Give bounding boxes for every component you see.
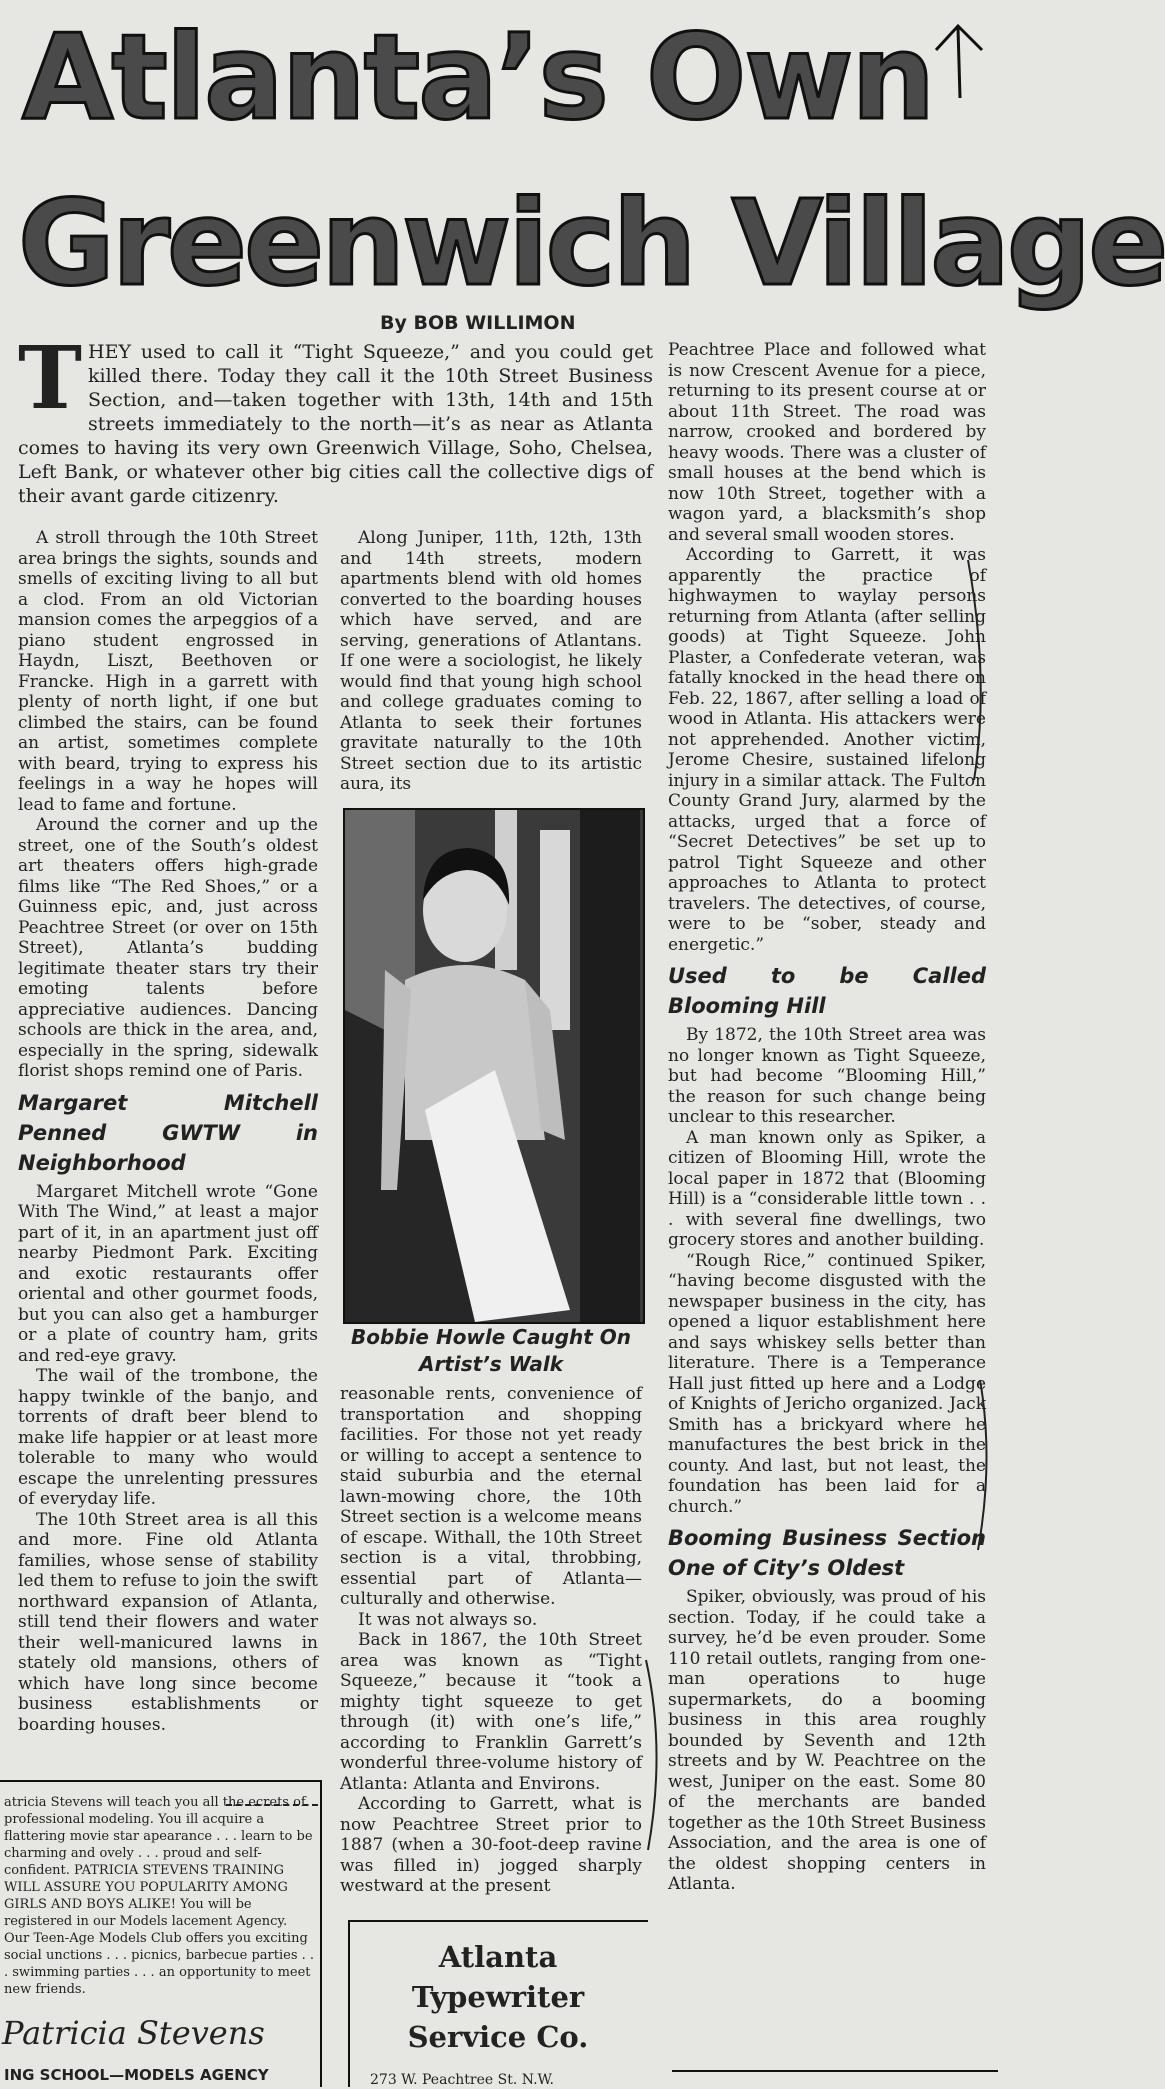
paragraph: Margaret Mitchell wrote “Gone With The Wind,” at least a major part of it, in an apartment just off nearby Piedmont Park. Exciting and exotic restaurants offer oriental and other gourmet foods, but you can also get a hamburger or a plate of country ham, grits and red-eye gravy. bbox=[18, 1181, 318, 1366]
paragraph: According to Garrett, what is now Peachtree Street prior to 1887 (when a 30-foot-deep ravine was filled in) jogged sharply westward at the present bbox=[340, 1794, 642, 1896]
ad-title-line: Atlanta bbox=[438, 1940, 558, 1974]
column-1 bbox=[18, 528, 318, 1735]
paragraph: reasonable rents, convenience of transportation and shopping facilities. For those not yet ready or willing to accept a sentence to staid suburbia and the eternal lawn-mowing chore, the 10th Street section is a welcome means of escape. Withall, the 10th Street section is a vital, throbbing, essential part of Atlanta—culturally and otherwise. bbox=[340, 1384, 642, 1609]
drop-cap: T bbox=[18, 328, 82, 429]
paragraph: Around the corner and up the street, one of the South’s oldest art theaters offers high-grade films like “The Red Shoes,” or a Guinness epic, and, just across Peachtree Street (or over on 15th Street), Atlanta’s budding legitimate theater stars try their emoting talents before appreciative audiences. Dancing schools are thick in the area, and, especially in the spring, sidewalk florist shops remind one of Paris. bbox=[18, 815, 318, 1081]
ad-signature: Patricia Stevens bbox=[2, 2014, 265, 2052]
paragraph: The 10th Street area is all this and more. Fine old Atlanta families, whose sense of stability led them to refuse to join the swift northward expansion of Atlanta, still tend their flowers and water their well-manicured lawns in stately old mansions, others of which have long since become business establishments or boarding houses. bbox=[18, 1509, 318, 1735]
news-photo bbox=[343, 808, 645, 1324]
paragraph: According to Garrett, it was apparently the practice of highwaymen to waylay persons returning from Atlanta (after selling goods) at Tight Squeeze. John Plaster, a Confederate veteran, was fatally knocked in the head there on Feb. 22, 1867, after selling a load of wood in Atlanta. His attackers were not apprehended. Another victim, Jerome Chesire, sustained lifelong injury in a similar attack. The Fulton County Grand Jury, alarmed by the attacks, urged that a force of “Secret Detectives” be set up to patrol Tight Squeeze and other approaches to Atlanta to protect travelers. The detectives, of course, were to be “sober, steady and energetic.” bbox=[668, 545, 986, 955]
headline-line-1: Atlanta’s Own bbox=[22, 8, 934, 146]
column-3 bbox=[668, 340, 986, 1895]
column-2-top bbox=[340, 528, 642, 795]
subheading: Booming Business Section One of City’s Oldest bbox=[668, 1526, 986, 1580]
handwritten-arrow-icon bbox=[928, 20, 988, 100]
paragraph: By 1872, the 10th Street area was no longer known as Tight Squeeze, but had become “Blooming Hill,” the reason for such change being unclear to this researcher. bbox=[668, 1025, 986, 1127]
paragraph: Spiker, obviously, was proud of his section. Today, if he could take a survey, he’d be even prouder. Some 110 retail outlets, ranging from one-man operations to huge supermarkets, do a booming business in this area roughly bounded by Seventh and 12th streets and by W. Peachtree on the west, Juniper on the east. Some 80 of the merchants are banded together as the 10th Street Business Association, and the area is one of the oldest shopping centers in Atlanta. bbox=[668, 1587, 986, 1894]
ad-address: 273 W. Peachtree St. N.W. bbox=[370, 2072, 554, 2088]
ad-footer: ING SCHOOL—MODELS AGENCY bbox=[4, 2066, 269, 2084]
paragraph: A stroll through the 10th Street area brings the sights, sounds and smells of exciting living to all but a clod. From an old Victorian mansion comes the arpeggios of a piano student engrossed in Haydn, Liszt, Beethoven or Francke. High in a garrett with plenty of north light, if one but climbed the stairs, can be found an artist, sometimes complete with beard, trying to express his feelings in a way he hopes will lead to fame and fortune. bbox=[18, 528, 318, 815]
photo-caption: Bobbie Howle Caught On Artist’s Walk bbox=[350, 1325, 632, 1376]
paragraph: The wail of the trombone, the happy twinkle of the banjo, and torrents of draft beer blend to make life happier or at least more tolerable to many who would escape the unrelenting pressures of everyday life. bbox=[18, 1366, 318, 1509]
headline-line-2: Greenwich Village bbox=[18, 174, 1165, 312]
paragraph: Back in 1867, the 10th Street area was known as “Tight Squeeze,” because it “took a mighty tight squeeze to get through (it) with one’s life,” according to Franklin Garrett’s wonderful three-volume history of Atlanta: Atlanta and Environs. bbox=[340, 1630, 642, 1794]
byline: By BOB WILLIMON bbox=[380, 312, 576, 334]
paragraph: It was not always so. bbox=[358, 1609, 538, 1630]
subheading: Used to be Called Blooming Hill bbox=[668, 964, 986, 1018]
lead-paragraph bbox=[18, 328, 653, 508]
paragraph: A man known only as Spiker, a citizen of Blooming Hill, wrote the local paper in 1872 that (Blooming Hill) is a “considerable little town . . . with several fine dwellings, two grocery stores and another building. bbox=[668, 1127, 986, 1250]
column-2-bottom bbox=[340, 1384, 642, 1897]
subheading: Margaret Mitchell Penned GWTW in Neighborhood bbox=[18, 1090, 318, 1175]
photo-illustration bbox=[345, 810, 643, 1322]
lead-text: HEY used to call it “Tight Squeeze,” and you could get killed there. Today they call it the 10th Street Business Section, and—taken together with 13th, 14th and 15th streets immediately to the north—it’s as near as Atlanta comes to having its very own Greenwich Village, Soho, Chelsea, Left Bank, or whatever other big cities call the collective digs of their avant garde citizenry. bbox=[18, 341, 653, 507]
ad-body-text: atricia Stevens will teach you all the ecrets of professional modeling. You ill acquire a flattering movie star apearance . . . learn to be charming and ovely . . . proud and self-confident. PATRICIA STEVENS TRAINING WILL ASSURE YOU POPULARITY AMONG GIRLS AND BOYS ALIKE! You will be registered in our Models lacement Agency. Our Teen-Age Models Club offers you exciting social unctions . . . picnics, barbecue parties . . . swimming parties . . . an opportunity to meet new friends. bbox=[4, 1795, 315, 1997]
paragraph: Peachtree Place and followed what is now Crescent Avenue for a piece, returning to its present course at or about 11th Street. The road was narrow, crooked and bordered by heavy woods. There was a cluster of small houses at the bend which is now 10th Street, together with a wagon yard, a blacksmith’s shop and several small wooden stores. bbox=[668, 340, 986, 545]
ad-title-line: Service Co. bbox=[407, 2020, 589, 2054]
ad-border bbox=[672, 2070, 998, 2089]
paragraph: Along Juniper, 11th, 12th, 13th and 14th streets, modern apartments blend with old homes converted to the boarding houses which have served, and are serving, generations of Atlantans. If one were a sociologist, he likely would find that young high school and college graduates coming to Atlanta to seek their fortunes gravitate naturally to the 10th Street section due to its artistic aura, its bbox=[340, 528, 642, 794]
ad-title-line: Typewriter bbox=[411, 1980, 585, 2014]
handwritten-bracket-icon bbox=[640, 1660, 670, 1860]
paragraph: “Rough Rice,” continued Spiker, “having become disgusted with the newspaper business in the city, has opened a liquor establishment here and says whiskey sells better than literature. There is a Temperance Hall just fitted up here and a Lodge of Knights of Jericho organized. Jack Smith has a brickyard where he manufactures the best brick in the county. And last, but not least, the foundation has been laid for a church.” bbox=[668, 1250, 986, 1517]
